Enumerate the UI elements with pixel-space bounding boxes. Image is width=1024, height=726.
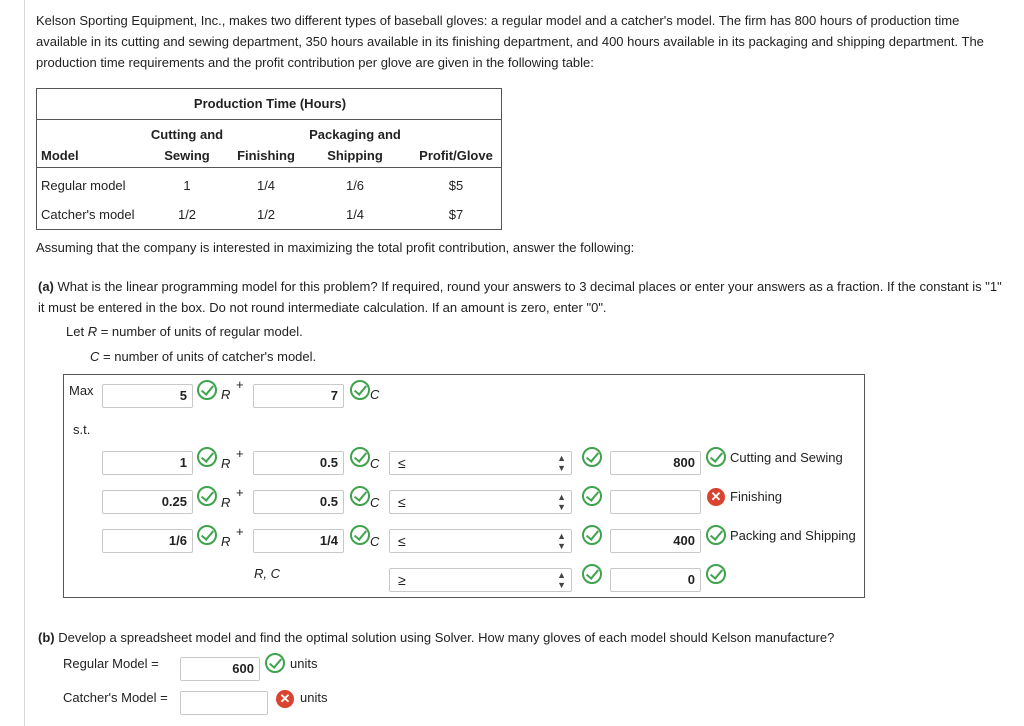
check-circle-icon: [706, 447, 726, 467]
check-circle-icon: [350, 486, 370, 506]
regular-units: units: [290, 656, 318, 671]
check-circle-icon: [197, 447, 217, 467]
catcher-model-input[interactable]: [180, 691, 268, 715]
row-cutting: 1/2: [177, 207, 197, 222]
sign-value: ≤: [398, 494, 406, 510]
var-c: C: [370, 387, 380, 402]
production-table: [36, 88, 502, 230]
x-circle-icon: ✕: [276, 690, 294, 708]
check-circle-icon: [582, 486, 602, 506]
row-model: Catcher's model: [41, 207, 135, 222]
updown-arrow-icon: ▲ ▼: [557, 531, 566, 551]
catcher-units: units: [300, 690, 328, 705]
constraint-3-name: Packing and Shipping: [730, 528, 856, 543]
x-circle-icon: ✕: [707, 488, 725, 506]
sign-value: ≥: [398, 572, 406, 588]
check-circle-icon: [706, 564, 726, 584]
constraint-1-r-coef-input[interactable]: 1: [102, 451, 193, 475]
updown-arrow-icon: ▲ ▼: [557, 570, 566, 590]
regular-model-input[interactable]: 600: [180, 657, 260, 681]
nonneg-vars: R, C: [254, 566, 280, 581]
check-circle-icon: [582, 525, 602, 545]
problem-intro: Kelson Sporting Equipment, Inc., makes two different types of baseball gloves: a regular model and a catcher's model. The firm has 800 hours of production time available in its cutting and sewing department, 350 hours available in its finishing department, and 400 hours available in its packaging and shipping department. The production time requirements and the profit contribution per glove are given in the following table:: [36, 13, 984, 70]
check-circle-icon: [350, 525, 370, 545]
constraint-3-r-coef-input[interactable]: 1/6: [102, 529, 193, 553]
constraint-2-r-coef-input[interactable]: 0.25: [102, 490, 193, 514]
constraint-1-c-coef-input[interactable]: 0.5: [253, 451, 344, 475]
check-circle-icon: [197, 486, 217, 506]
constraint-2-c-coef-input[interactable]: 0.5: [253, 490, 344, 514]
constraint-1-name: Cutting and Sewing: [730, 450, 843, 465]
row-profit: $7: [448, 207, 464, 222]
table-title: Production Time (Hours): [193, 96, 347, 111]
check-circle-icon: [706, 525, 726, 545]
header-finishing: Finishing: [237, 148, 295, 163]
header-model: Model: [41, 148, 79, 163]
sign-value: ≤: [398, 455, 406, 471]
regular-model-label: Regular Model =: [63, 656, 159, 671]
part-b-question: [38, 630, 834, 645]
catcher-model-label: Catcher's Model =: [63, 690, 168, 705]
row-packaging: 1/4: [345, 207, 365, 222]
header-cutting-1: Cutting and: [150, 127, 224, 142]
let-r-definition: [66, 324, 303, 339]
lp-model-box: [63, 374, 865, 598]
page-left-rule: [24, 0, 25, 726]
let-r-text: = number of units of regular model.: [100, 324, 303, 339]
header-profit: Profit/Glove: [419, 148, 493, 163]
row-model: Regular model: [41, 178, 126, 193]
let-c-var: C: [90, 349, 100, 364]
constraint-2-rhs-input[interactable]: [610, 490, 701, 514]
st-label: s.t.: [73, 422, 91, 437]
plus-sign: +: [236, 446, 244, 461]
nonneg-rhs-input[interactable]: 0: [610, 568, 701, 592]
check-circle-icon: [350, 447, 370, 467]
part-a-text: What is the linear programming model for this problem? If required, round your answers to 3 decimal places or enter your answers as a fraction. If the constant is "1" it must be entered in the box. Do not round intermediate calculation. If an amount is zero, enter "0".: [38, 279, 1002, 315]
part-a-question: [38, 276, 1003, 318]
table-divider: [37, 119, 501, 120]
check-circle-icon: [197, 525, 217, 545]
check-circle-icon: [582, 564, 602, 584]
table-header-divider: [37, 167, 501, 168]
max-label: Max: [69, 383, 94, 398]
objective-c-coef-input[interactable]: 7: [253, 384, 344, 408]
header-packaging-2: Shipping: [327, 148, 383, 163]
var-r: R: [221, 495, 231, 510]
plus-sign: +: [236, 377, 244, 392]
constraint-2-name: Finishing: [730, 489, 783, 504]
let-r-var: R: [87, 324, 98, 339]
let-c-definition: [90, 349, 316, 364]
updown-arrow-icon: ▲ ▼: [557, 492, 566, 512]
plus-sign: +: [236, 524, 244, 539]
var-r: R: [221, 534, 231, 549]
header-cutting-2: Sewing: [164, 148, 210, 163]
constraint-3-rhs-input[interactable]: 400: [610, 529, 701, 553]
header-packaging-1: Packaging and: [309, 127, 401, 142]
row-cutting: 1: [183, 178, 191, 193]
var-c: C: [370, 495, 380, 510]
row-finishing: 1/2: [256, 207, 276, 222]
part-b-label: (b): [38, 630, 55, 645]
row-packaging: 1/6: [345, 178, 365, 193]
updown-arrow-icon: ▲ ▼: [557, 453, 566, 473]
plus-sign: +: [236, 485, 244, 500]
check-circle-icon: [265, 653, 285, 673]
let-c-text: = number of units of catcher's model.: [103, 349, 317, 364]
var-c: C: [370, 534, 380, 549]
check-circle-icon: [197, 380, 217, 400]
let-prefix: Let: [66, 324, 85, 339]
assumption-text: Assuming that the company is interested in maximizing the total profit contribution, answer the following:: [36, 240, 635, 255]
constraint-3-c-coef-input[interactable]: 1/4: [253, 529, 344, 553]
constraint-1-sign-select[interactable]: [389, 451, 572, 475]
part-b-text: Develop a spreadsheet model and find the optimal solution using Solver. How many gloves of each model should Kelson manufacture?: [58, 630, 835, 645]
var-r: R: [221, 456, 231, 471]
nonneg-sign-select[interactable]: [389, 568, 572, 592]
row-finishing: 1/4: [256, 178, 276, 193]
sign-value: ≤: [398, 533, 406, 549]
constraint-2-sign-select[interactable]: [389, 490, 572, 514]
part-a-label: (a): [38, 279, 54, 294]
var-r: R: [221, 387, 231, 402]
check-circle-icon: [582, 447, 602, 467]
constraint-3-sign-select[interactable]: [389, 529, 572, 553]
objective-r-coef-input[interactable]: 5: [102, 384, 193, 408]
var-c: C: [370, 456, 380, 471]
constraint-1-rhs-input[interactable]: 800: [610, 451, 701, 475]
check-circle-icon: [350, 380, 370, 400]
row-profit: $5: [448, 178, 464, 193]
